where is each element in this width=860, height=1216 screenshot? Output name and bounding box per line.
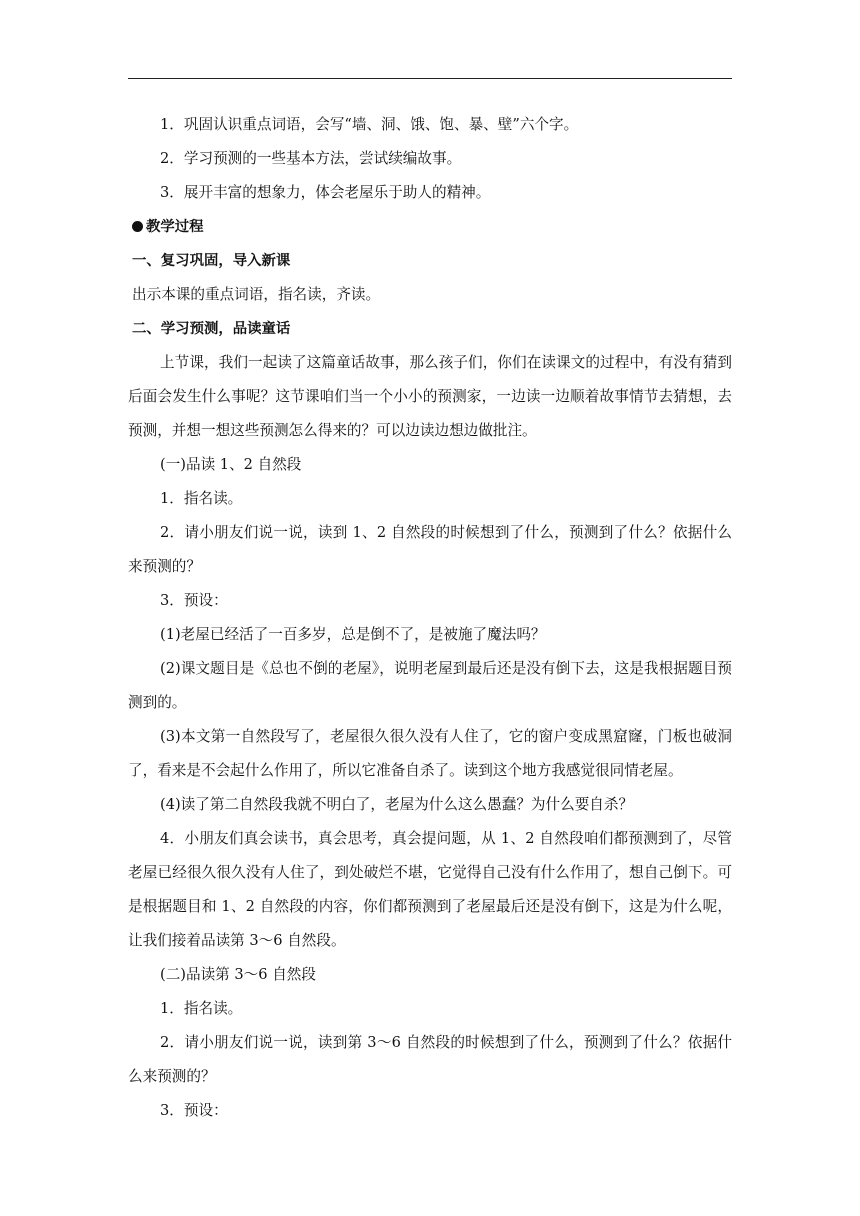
part-2-item-2: 2．请小朋友们说一说，读到第 3～6 自然段的时候想到了什么，预测到了什么？依据什么来预测的？ <box>128 1034 732 1085</box>
step-2-heading: 二、学习预测，品读童话 <box>132 321 291 337</box>
document-body <box>128 108 732 1128</box>
part-1-preset-1: (1)老屋已经活了一百多岁，总是倒不了，是被施了魔法吗？ <box>160 626 546 643</box>
header-rule <box>128 78 732 79</box>
part-1-preset-3: (3)本文第一自然段写了，老屋很久很久没有人住了，它的窗户变成黑窟窿，门板也破洞了，看来是不会起什么作用了，所以它准备自杀了。读到这个地方我感觉很同情老屋。 <box>128 728 732 779</box>
bullet-icon <box>132 221 143 232</box>
part-1-preset-2: (2)课文题目是《总也不倒的老屋》，说明老屋到最后还是没有倒下去，这是我根据题目预测到的。 <box>128 660 732 711</box>
part-2-heading: (二)品读第 3～6 自然段 <box>160 966 316 983</box>
part-1-heading: (一)品读 1、2 自然段 <box>160 456 302 473</box>
section-heading-label: 教学过程 <box>146 219 204 235</box>
section-heading-process <box>128 210 732 244</box>
part-2-item-1: 1．指名读。 <box>160 1000 243 1017</box>
step-1-heading: 一、复习巩固，导入新课 <box>132 253 291 269</box>
part-2-item-3: 3．预设： <box>160 1102 228 1119</box>
part-1-preset-4: (4)读了第二自然段我就不明白了，老屋为什么这么愚蠢？为什么要自杀？ <box>160 796 634 813</box>
part-1-item-2: 2．请小朋友们说一说，读到 1、2 自然段的时候想到了什么，预测到了什么？依据什么来预测的？ <box>128 524 732 575</box>
part-1-item-3: 3．预设： <box>160 592 228 609</box>
goal-item-1: 1．巩固认识重点词语，会写“墙、洞、饿、饱、暴、壁”六个字。 <box>160 116 579 133</box>
step-2-intro: 上节课，我们一起读了这篇童话故事，那么孩子们，你们在读课文的过程中，有没有猜到后面会发生什么事呢？这节课咱们当一个小小的预测家，一边读一边顺着故事情节去猜想，去预测，并想一想这些预测怎么得来的？可以边读边想边做批注。 <box>128 354 732 439</box>
goal-item-3: 3．展开丰富的想象力，体会老屋乐于助人的精神。 <box>160 184 491 201</box>
part-1-item-1: 1．指名读。 <box>160 490 243 507</box>
step-1-body: 出示本课的重点词语，指名读，齐读。 <box>132 286 381 303</box>
goal-item-2: 2．学习预测的一些基本方法，尝试续编故事。 <box>160 150 462 167</box>
part-1-item-4: 4．小朋友们真会读书，真会思考，真会提问题，从 1、2 自然段咱们都预测到了，尽管老屋已经很久很久没有人住了，到处破烂不堪，它觉得自己没有什么作用了，想自己倒下。可是根据题目和 1、2 自然段的内容，你们都预测到了老屋最后还是没有倒下，这是为什么呢，让我们接着品读第 3～6 自然段。 <box>128 830 732 949</box>
